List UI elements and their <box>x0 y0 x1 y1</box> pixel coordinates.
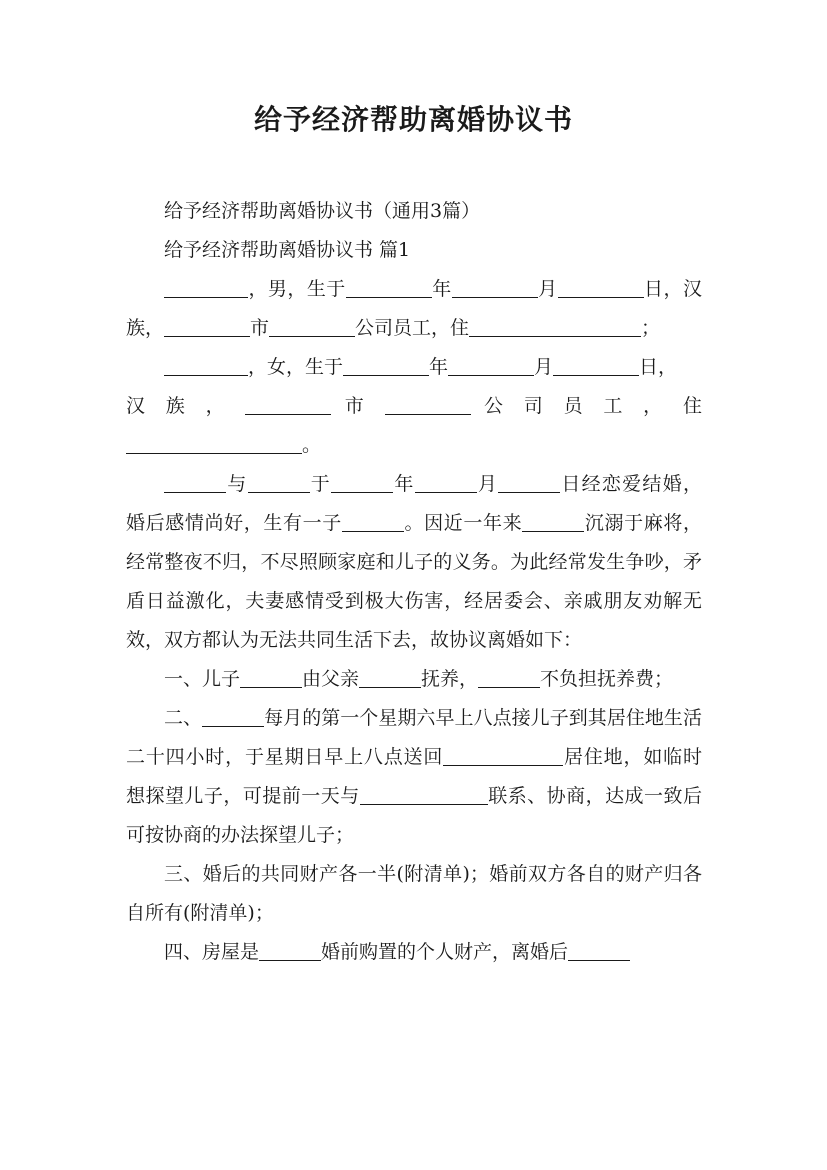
party-2-address <box>126 426 702 465</box>
blank-father-name <box>359 668 421 688</box>
text-segment: ； <box>641 317 661 339</box>
blank-son-name <box>342 512 404 532</box>
document-title: 给予经济帮助离婚协议书 <box>253 103 573 136</box>
text-segment: 日， <box>643 278 683 300</box>
text-segment: 每月的第一个星期六早上八点接儿子到其居住地生活二十四小时，于星期日早上八点送回 <box>126 707 702 768</box>
text-segment: 。因近一年来 <box>403 512 523 534</box>
text-segment: 公 司 员 工 ， <box>484 395 670 417</box>
document-subtitle: 给予经济帮助离婚协议书（通用3篇） <box>164 200 481 222</box>
text-segment: 婚前购置的个人财产，离婚后 <box>321 941 569 963</box>
text-segment: 不负担抚养费； <box>540 668 674 690</box>
blank-company <box>269 317 355 337</box>
text-segment: 居住地，如临时想探望儿子，可提前一天与 <box>126 746 702 807</box>
blank-company <box>385 395 471 415</box>
party-1-paragraph <box>126 270 702 348</box>
blank-month <box>448 356 534 376</box>
text-segment: 四、房屋是 <box>164 941 260 963</box>
text-segment: 。 <box>302 434 322 456</box>
text-segment: 公司员工，住 <box>355 317 470 339</box>
text-segment: 抚养， <box>421 668 479 690</box>
text-segment: ，女，生于 <box>248 356 344 378</box>
text-segment: 日经恋爱结婚，婚后感情尚好，生有一子 <box>126 473 702 534</box>
blank-party <box>360 785 488 805</box>
party-2-continued <box>126 387 702 426</box>
text-segment: 二、 <box>164 707 203 729</box>
text-segment: 于 <box>309 473 332 495</box>
blank-day <box>498 473 560 493</box>
party-2-paragraph <box>126 348 702 387</box>
blank-day <box>558 278 644 298</box>
blank-year <box>343 356 429 376</box>
blank-party <box>522 512 584 532</box>
text-segment: 市 <box>250 317 270 339</box>
text-segment: 住 <box>682 395 702 417</box>
section-heading: 给予经济帮助离婚协议书 篇1 <box>164 239 411 261</box>
background-paragraph <box>126 465 702 660</box>
text-segment: 月 <box>534 356 554 378</box>
text-segment: 与 <box>226 473 248 495</box>
blank-month <box>415 473 477 493</box>
blank-day <box>553 356 639 376</box>
blank-party <box>443 746 563 766</box>
text-segment: 月 <box>476 473 499 495</box>
text-segment: 汉族， <box>126 278 702 339</box>
blank-name <box>164 356 248 376</box>
blank-city <box>245 395 331 415</box>
text-segment: 汉 族 ， <box>126 395 232 417</box>
text-segment: 年 <box>429 356 449 378</box>
clause-1 <box>126 660 702 699</box>
text-segment: 沉溺于麻将，经常整夜不归，不尽照顾家庭和儿子的义务。为此经常发生争吵，矛盾日益激化，夫妻感情受到极大伤害，经居委会、亲戚朋友劝解无效，双方都认为无法共同生活下去，故协议离婚如下： <box>126 512 702 651</box>
text-segment: 一、儿子 <box>164 668 241 690</box>
blank-mother-name <box>478 668 540 688</box>
text-segment: ，男，生于 <box>248 278 346 300</box>
text-segment: 市 <box>344 395 372 417</box>
text-segment: 联系、协商，达成一致后可按协商的办法探望儿子； <box>126 785 702 846</box>
blank-month <box>452 278 538 298</box>
blank-year <box>331 473 393 493</box>
blank-party <box>202 707 264 727</box>
document-body <box>126 192 702 972</box>
blank-son-name <box>240 668 302 688</box>
blank-address <box>126 434 302 454</box>
text-segment: 年 <box>431 278 452 300</box>
text-segment: 月 <box>537 278 558 300</box>
blank-party-b <box>248 473 310 493</box>
clause-4 <box>126 933 702 972</box>
text-segment: 年 <box>393 473 415 495</box>
clause-2 <box>126 699 702 855</box>
blank-party <box>259 941 321 961</box>
blank-name <box>164 278 248 298</box>
text-segment: 日， <box>639 356 678 378</box>
blank-address <box>469 317 641 337</box>
text-segment: 由父亲 <box>302 668 360 690</box>
blank-party-a <box>164 473 226 493</box>
blank-year <box>346 278 432 298</box>
clause-3: 三、婚后的共同财产各一半(附清单)；婚前双方各自的财产归各自所有(附清单)； <box>126 863 702 924</box>
blank-city <box>164 317 250 337</box>
blank-party <box>568 941 630 961</box>
